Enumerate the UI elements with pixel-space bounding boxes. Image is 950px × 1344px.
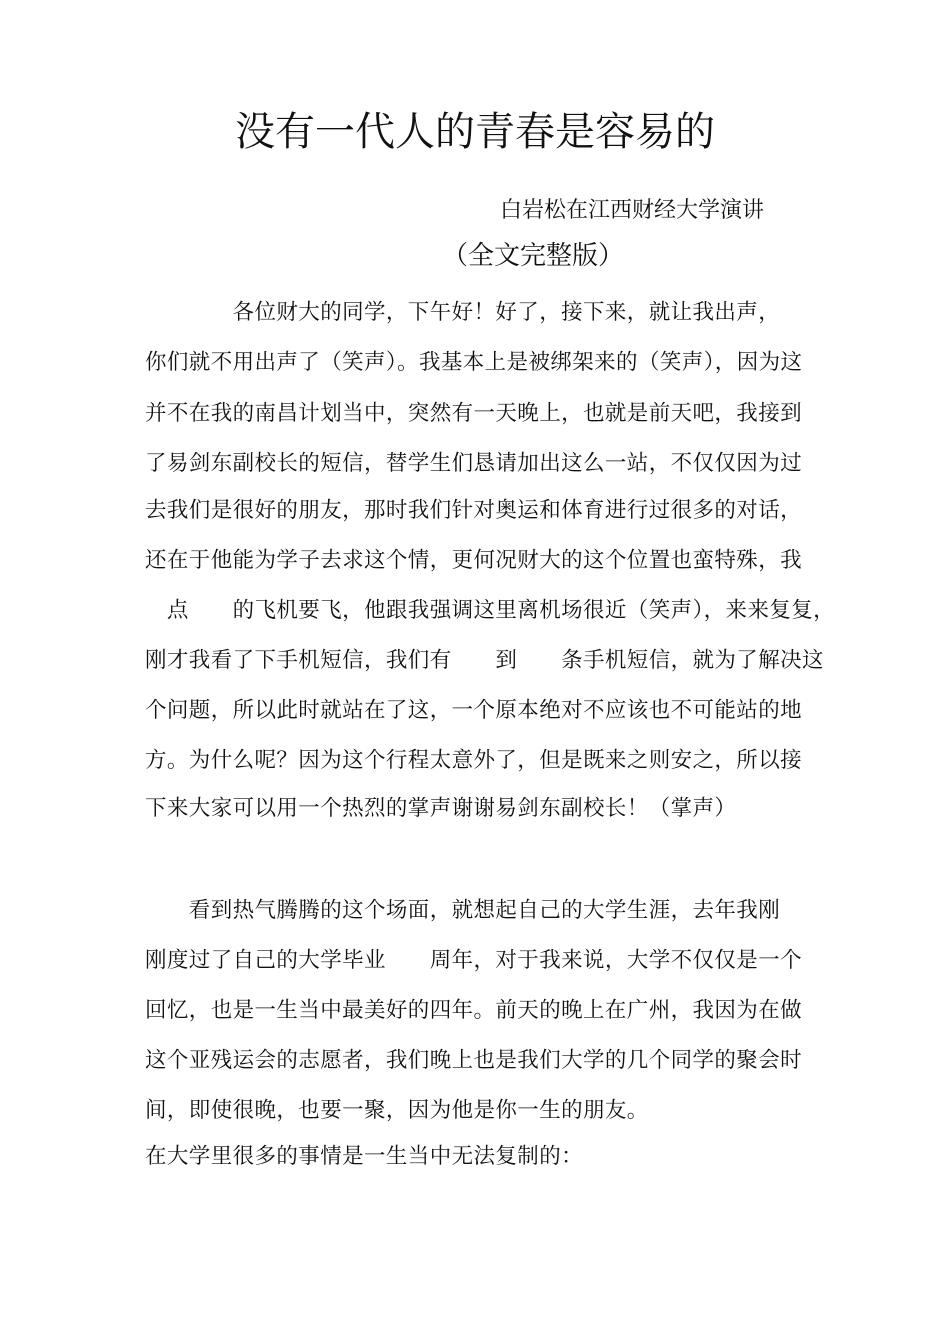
body-line: 间，即使很晚，也要一聚，因为他是你一生的朋友。 bbox=[145, 1098, 649, 1123]
body-line: 在大学里很多的事情是一生当中无法复制的： bbox=[145, 1144, 584, 1169]
body-line: 回忆，也是一生当中最美好的四年。前天的晚上在广州，我因为在做 bbox=[145, 998, 803, 1023]
body-line: 下来大家可以用一个热烈的掌声谢谢易剑东副校长！（掌声） bbox=[145, 796, 737, 821]
body-line: 这个亚残运会的志愿者，我们晚上也是我们大学的几个同学的聚会时 bbox=[145, 1048, 803, 1073]
body-line: 各位财大的同学，下午好！好了，接下来，就让我出声， bbox=[145, 300, 781, 325]
body-line: 看到热气腾腾的这个场面，就想起自己的大学生涯，去年我刚 bbox=[145, 898, 781, 923]
body-line: 你们就不用出声了（笑声）。我基本上是被绑架来的（笑声），因为这 bbox=[145, 350, 803, 375]
body-line: 点 的飞机要飞，他跟我强调这里离机场很近（笑声），来来复复， bbox=[145, 598, 836, 623]
body-line: 个问题，所以此时就站在了这，一个原本绝对不应该也不可能站的地 bbox=[145, 698, 803, 723]
body-line: 了易剑东副校长的短信，替学生们恳请加出这么一站，不仅仅因为过 bbox=[145, 451, 803, 476]
body-line: 并不在我的南昌计划当中，突然有一天晚上，也就是前天吧，我接到 bbox=[145, 401, 803, 426]
body-line: 去我们是很好的朋友，那时我们针对奥运和体育进行过很多的对话， bbox=[145, 498, 803, 523]
body-line: 方。为什么呢？因为这个行程太意外了，但是既来之则安之，所以接 bbox=[145, 748, 803, 773]
edition-label: （全文完整版） bbox=[442, 241, 625, 271]
document-title: 没有一代人的青春是容易的 bbox=[235, 109, 715, 155]
body-line: 还在于他能为学子去求这个情，更何况财大的这个位置也蛮特殊，我 bbox=[145, 548, 803, 573]
document-subtitle: 白岩松在江西财经大学演讲 bbox=[500, 198, 765, 223]
body-line: 刚度过了自己的大学毕业 周年，对于我来说，大学不仅仅是一个 bbox=[145, 948, 803, 973]
body-line: 刚才我看了下手机短信，我们有 到 条手机短信，就为了解决这 bbox=[145, 648, 824, 673]
